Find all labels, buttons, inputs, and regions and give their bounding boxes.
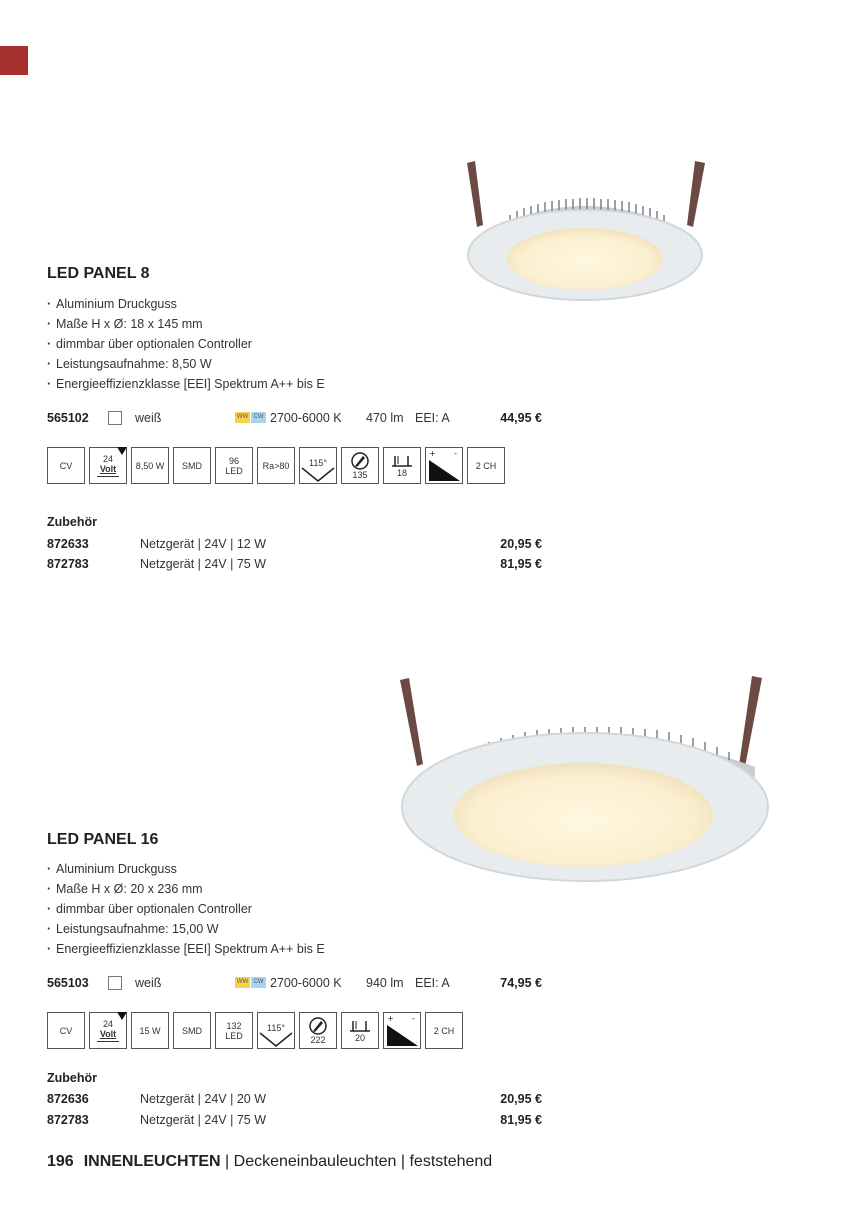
accessories-heading: Zubehör (47, 1071, 97, 1085)
color-name: weiß (135, 411, 162, 425)
accessory-price: 20,95 € (500, 537, 542, 551)
feature-list (47, 294, 325, 394)
article-number: 565102 (47, 411, 89, 425)
beam-angle-label: 115° (267, 1022, 285, 1033)
volt-icon (89, 447, 127, 484)
color-swatch-white (108, 411, 122, 425)
volt-value: 24 (102, 454, 113, 464)
wattage-icon (131, 1012, 169, 1049)
channels-label: 2 CH (475, 460, 497, 471)
volt-label: Volt (99, 464, 117, 474)
beam-angle-icon (299, 447, 337, 484)
wattage-label: 8,50 W (135, 460, 165, 471)
cutout-icon (383, 447, 421, 484)
volt-label: Volt (99, 1029, 117, 1039)
volt-icon (89, 1012, 127, 1049)
cv-icon (47, 1012, 85, 1049)
page-footer (47, 1153, 492, 1171)
svg-text:-: - (412, 1014, 415, 1023)
svg-text:+: + (387, 1014, 394, 1023)
accessory-row (47, 535, 547, 553)
cutout-value: 20 (354, 1032, 365, 1043)
feature-item: · dimmbar über optionalen Controller (47, 334, 325, 354)
led-count-icon (215, 1012, 253, 1049)
feature-item: · Aluminium Druckguss (47, 859, 325, 879)
led-count-label: LED (225, 1030, 243, 1041)
feature-item: · Maße H x Ø: 18 x 145 mm (47, 314, 325, 334)
product-title: LED PANEL 16 (47, 831, 159, 848)
led-panel-8-image (455, 155, 720, 305)
chapter-color-tab (0, 46, 28, 75)
led-count-value: 96 (228, 455, 239, 466)
led-panel-16-image (395, 672, 775, 887)
led-count-label: LED (225, 465, 243, 476)
smd-icon (173, 1012, 211, 1049)
beam-angle-label: 115° (309, 457, 327, 468)
channels-icon (425, 1012, 463, 1049)
product-title: LED PANEL 8 (47, 265, 150, 282)
cri-icon (257, 447, 295, 484)
led-count-icon (215, 447, 253, 484)
luminous-flux: 470 lm (366, 411, 404, 425)
feature-item: · Maße H x Ø: 20 x 236 mm (47, 879, 325, 899)
accessory-price: 81,95 € (500, 557, 542, 571)
cold-white-badge: CW (251, 977, 266, 988)
wattage-label: 15 W (139, 1025, 161, 1036)
cutout-value: 18 (396, 467, 407, 478)
accessory-description: Netzgerät | 24V | 20 W (140, 1092, 266, 1106)
led-count-value: 132 (226, 1020, 242, 1031)
smd-icon (173, 447, 211, 484)
volt-value: 24 (102, 1019, 113, 1029)
cold-white-badge: CW (251, 412, 266, 423)
cutout-icon (341, 1012, 379, 1049)
page-number: 196 (47, 1153, 74, 1170)
accessory-row (47, 1090, 547, 1108)
wattage-icon (131, 447, 169, 484)
cri-label: Ra>80 (262, 460, 290, 471)
feature-item: · Aluminium Druckguss (47, 294, 325, 314)
accessory-sku: 872783 (47, 1113, 89, 1127)
energy-class: EEI: A (415, 411, 450, 425)
color-swatch-white (108, 976, 122, 990)
flashlight-icon (341, 447, 379, 484)
flashlight-value: 222 (310, 1034, 326, 1045)
accessory-row (47, 555, 547, 573)
subsection-title: | Deckeneinbauleuchten | feststehend (220, 1153, 493, 1170)
section-title: INNENLEUCHTEN (83, 1153, 221, 1170)
accessory-description: Netzgerät | 24V | 12 W (140, 537, 266, 551)
feature-item: · Energieeffizienzklasse [EEI] Spektrum A++ bis E (47, 939, 325, 959)
price: 44,95 € (500, 411, 542, 425)
flashlight-icon (299, 1012, 337, 1049)
price: 74,95 € (500, 976, 542, 990)
color-name: weiß (135, 976, 162, 990)
accessory-sku: 872783 (47, 557, 89, 571)
accessory-price: 20,95 € (500, 1092, 542, 1106)
smd-label: SMD (182, 460, 202, 471)
energy-class: EEI: A (415, 976, 450, 990)
accessory-sku: 872633 (47, 537, 89, 551)
cv-label: CV (59, 1025, 73, 1036)
dimmable-icon (383, 1012, 421, 1049)
warm-white-badge: WW (235, 977, 250, 988)
color-temperature: 2700-6000 K (270, 411, 342, 425)
smd-label: SMD (182, 1025, 202, 1036)
dimmable-icon (425, 447, 463, 484)
accessory-row (47, 1111, 547, 1129)
accessories-heading: Zubehör (47, 515, 97, 529)
accessory-sku: 872636 (47, 1092, 89, 1106)
svg-text:+: + (429, 449, 436, 458)
accessory-description: Netzgerät | 24V | 75 W (140, 557, 266, 571)
feature-list (47, 859, 325, 959)
svg-text:-: - (454, 449, 457, 458)
variant-row (47, 974, 547, 992)
color-temperature: 2700-6000 K (270, 976, 342, 990)
cv-label: CV (59, 460, 73, 471)
feature-item: · Energieeffizienzklasse [EEI] Spektrum A++ bis E (47, 374, 325, 394)
cv-icon (47, 447, 85, 484)
variant-row (47, 409, 547, 427)
channels-label: 2 CH (433, 1025, 455, 1036)
accessory-price: 81,95 € (500, 1113, 542, 1127)
luminous-flux: 940 lm (366, 976, 404, 990)
accessory-description: Netzgerät | 24V | 75 W (140, 1113, 266, 1127)
flashlight-value: 135 (352, 469, 368, 480)
article-number: 565103 (47, 976, 89, 990)
feature-item: · Leistungsaufnahme: 15,00 W (47, 919, 325, 939)
feature-item: · Leistungsaufnahme: 8,50 W (47, 354, 325, 374)
channels-icon (467, 447, 505, 484)
feature-item: · dimmbar über optionalen Controller (47, 899, 325, 919)
beam-angle-icon (257, 1012, 295, 1049)
warm-white-badge: WW (235, 412, 250, 423)
